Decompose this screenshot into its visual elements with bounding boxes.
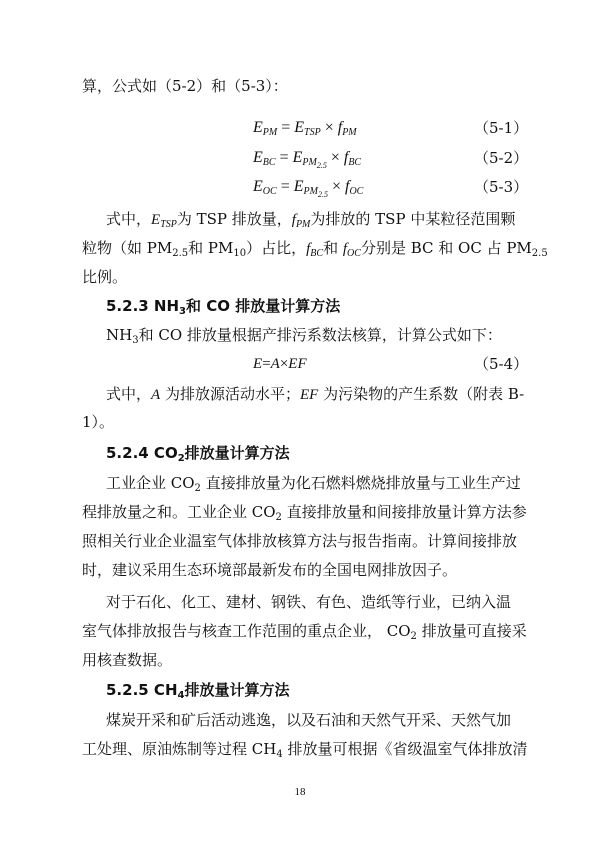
section-heading-5-2-4: 5.2.4 $CO_2$排放量计算方法: [106, 444, 290, 464]
equation-number-5-3: （5-3）: [474, 178, 529, 196]
equation-number-5-1: （5-1）: [474, 119, 529, 137]
para5-line2: 室气体排放报告与核查工作范围的重点企业， $CO_2$ 排放量可直接采: [82, 622, 527, 642]
para5-line3: 用核查数据。: [82, 651, 173, 669]
para4-line3: 照相关行业企业温室气体排放核算方法与报告指南。计算间接排放: [82, 532, 518, 550]
para3-line2: 1）。: [82, 413, 115, 431]
para1-line1: 式中，$E_{TSP}$为 TSP 排放量，$f_{PM}$为排放的 TSP 中某粒径范围颗: [106, 210, 516, 230]
para4-line4: 时，建议采用生态环境部最新发布的全国电网排放因子。: [82, 561, 458, 579]
equation-number-5-4: （5-4）: [474, 355, 529, 373]
para4-line1: 工业企业 $CO_2$ 直接排放量为化石燃料燃烧排放量与工业生产过: [106, 474, 521, 494]
equation-number-5-2: （5-2）: [474, 149, 529, 167]
equation-5-2: $E_{BC} = E_{PM_{2.5}} \times f_{BC}$: [253, 149, 362, 170]
equation-5-3: $E_{OC} = E_{PM_{2.5}} \times f_{OC}$: [253, 178, 364, 199]
equation-5-4: E=A×EF: [253, 356, 307, 372]
para1-line2: 粒物（如 $PM_{2.5}$和 $PM_{10}$）占比，$f_{BC}$和 $f_{OC}$分别是 BC 和 OC 占 $PM_{2.5}$: [82, 239, 548, 259]
section-heading-5-2-3: 5.2.3 $NH_3$和 CO 排放量计算方法: [106, 297, 341, 317]
para5-line1: 对于石化、化工、建材、钢铁、有色、造纸等行业，已纳入温: [106, 593, 512, 611]
para6-line2: 工处理、原油炼制等过程 $CH_4$ 排放量可根据《省级温室气体排放清: [82, 740, 528, 760]
para1-line3: 比例。: [82, 268, 128, 286]
page-number: 18: [294, 786, 306, 798]
equation-5-1: $E_{PM} = E_{TSP} \times f_{PM}$: [253, 119, 357, 138]
intro-line: 算，公式如（5-2）和（5-3）：: [82, 77, 288, 95]
para4-line2: 程排放量之和。工业企业 $CO_2$ 直接排放量和间接排放量计算方法参: [82, 503, 527, 523]
para3-line1: 式中，A 为排放源活动水平；EF 为污染物的产生系数（附表 B-: [106, 385, 525, 403]
para6-line1: 煤炭开采和矿后活动逃逸，以及石油和天然气开采、天然气加: [106, 711, 512, 729]
section-heading-5-2-5: 5.2.5 $CH_4$排放量计算方法: [106, 681, 290, 701]
para2-line1: $NH_3$和 CO 排放量根据产排污系数法核算，计算公式如下：: [106, 326, 502, 346]
